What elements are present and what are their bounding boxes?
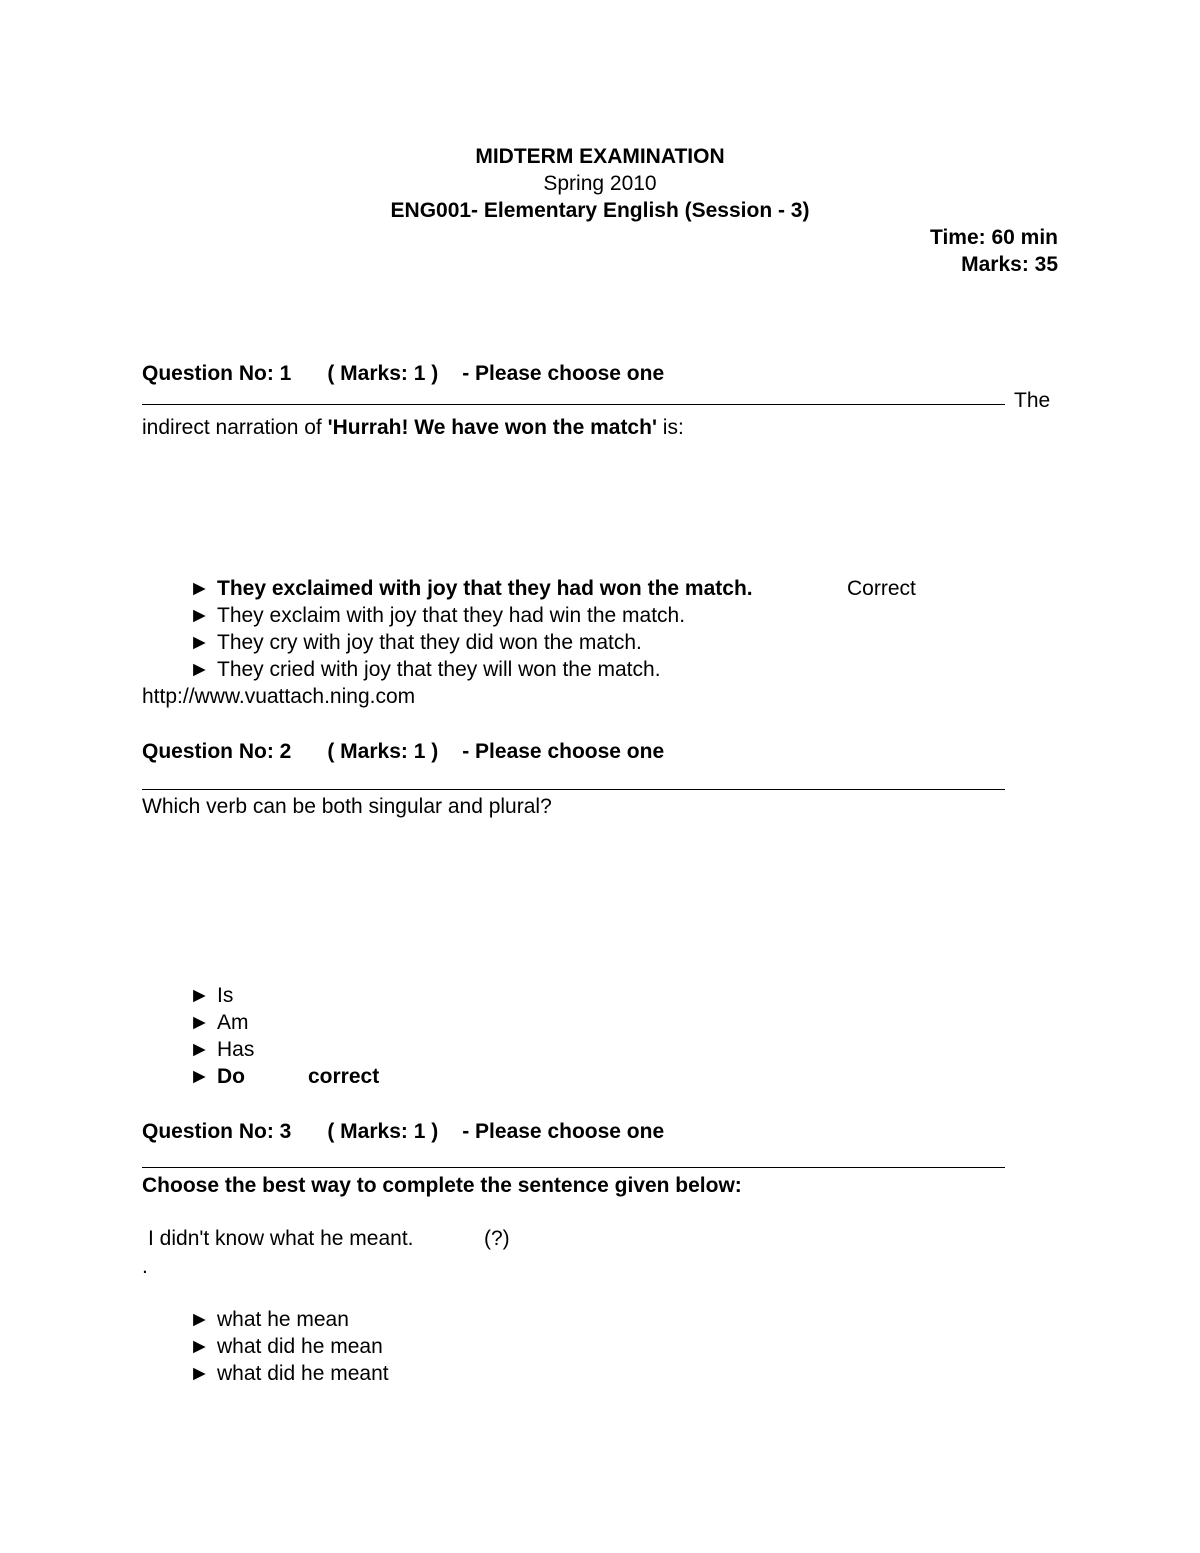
arrow-icon: ► — [189, 1362, 210, 1385]
question-number: Question No: 2 — [142, 740, 292, 763]
arrow-icon: ► — [189, 577, 210, 600]
arrow-icon: ► — [189, 1335, 210, 1358]
option-label: They exclaim with joy that they had win the match. — [217, 604, 686, 627]
question-3-dot: . — [142, 1255, 148, 1278]
question-marks: ( Marks: 1 ) — [327, 362, 439, 385]
option-label: Is — [217, 984, 234, 1007]
question-instruction: - Please choose one — [462, 740, 665, 763]
q2-option-1[interactable] — [189, 985, 233, 1006]
option-label: what did he mean — [217, 1335, 383, 1358]
q1-option-2[interactable] — [189, 605, 685, 626]
q3-option-2[interactable] — [189, 1336, 383, 1357]
question-3-sentence: I didn't know what he meant. — [148, 1227, 414, 1250]
question-1-rule — [142, 404, 1005, 405]
question-instruction: - Please choose one — [462, 362, 665, 385]
option-label: They cry with joy that they did won the match. — [217, 631, 642, 654]
arrow-icon: ► — [189, 1038, 210, 1061]
exam-title: MIDTERM EXAMINATION — [475, 145, 725, 168]
question-2-prompt: Which verb can be both singular and plural? — [142, 795, 552, 818]
q3-option-1[interactable] — [189, 1309, 349, 1330]
question-number: Question No: 1 — [142, 362, 292, 385]
arrow-icon: ► — [189, 1011, 210, 1034]
question-marks: ( Marks: 1 ) — [327, 740, 439, 763]
arrow-icon: ► — [189, 1308, 210, 1331]
question-1-trailing-word: The — [1014, 389, 1051, 412]
q2-option-2[interactable] — [189, 1012, 249, 1033]
option-label: Do — [217, 1065, 245, 1088]
arrow-icon: ► — [189, 658, 210, 681]
exam-term: Spring 2010 — [543, 172, 657, 195]
q2-option-4[interactable] — [189, 1066, 245, 1087]
prompt-text: indirect narration of — [142, 416, 328, 439]
option-label: Am — [217, 1011, 249, 1034]
option-label: They exclaimed with joy that they had won the match. — [217, 577, 753, 600]
question-3-blank: (?) — [484, 1227, 510, 1250]
question-2-rule — [142, 789, 1005, 790]
question-3-rule — [142, 1167, 1005, 1168]
q3-option-3[interactable] — [189, 1363, 389, 1384]
exam-time: Time: 60 min — [930, 226, 1058, 249]
question-1-prompt — [142, 417, 684, 438]
option-label: They cried with joy that they will won the match. — [217, 658, 661, 681]
q1-option-3[interactable] — [189, 632, 642, 653]
question-2-header — [142, 741, 664, 762]
prompt-quote: 'Hurrah! We have won the match' — [327, 416, 657, 439]
prompt-text-end: is: — [656, 416, 684, 439]
q2-option-3[interactable] — [189, 1039, 254, 1060]
option-label: what he mean — [217, 1308, 349, 1331]
option-label: Has — [217, 1038, 255, 1061]
q1-option-4[interactable] — [189, 659, 661, 680]
q1-option-1[interactable] — [189, 578, 753, 599]
arrow-icon: ► — [189, 631, 210, 654]
course-title: ENG001- Elementary English (Session - 3) — [390, 199, 810, 222]
question-number: Question No: 3 — [142, 1120, 292, 1143]
question-1-header — [142, 363, 664, 384]
arrow-icon: ► — [189, 604, 210, 627]
option-label: what did he meant — [217, 1362, 389, 1385]
question-3-header — [142, 1121, 664, 1142]
q1-answer-note: Correct — [847, 577, 916, 600]
q2-answer-note: correct — [308, 1065, 380, 1088]
question-instruction: - Please choose one — [462, 1120, 665, 1143]
exam-marks: Marks: 35 — [961, 253, 1058, 276]
question-3-prompt: Choose the best way to complete the sentence given below: — [142, 1174, 742, 1197]
arrow-icon: ► — [189, 1065, 210, 1088]
question-marks: ( Marks: 1 ) — [327, 1120, 439, 1143]
footer-link[interactable]: http://www.vuattach.ning.com — [142, 685, 416, 708]
arrow-icon: ► — [189, 984, 210, 1007]
